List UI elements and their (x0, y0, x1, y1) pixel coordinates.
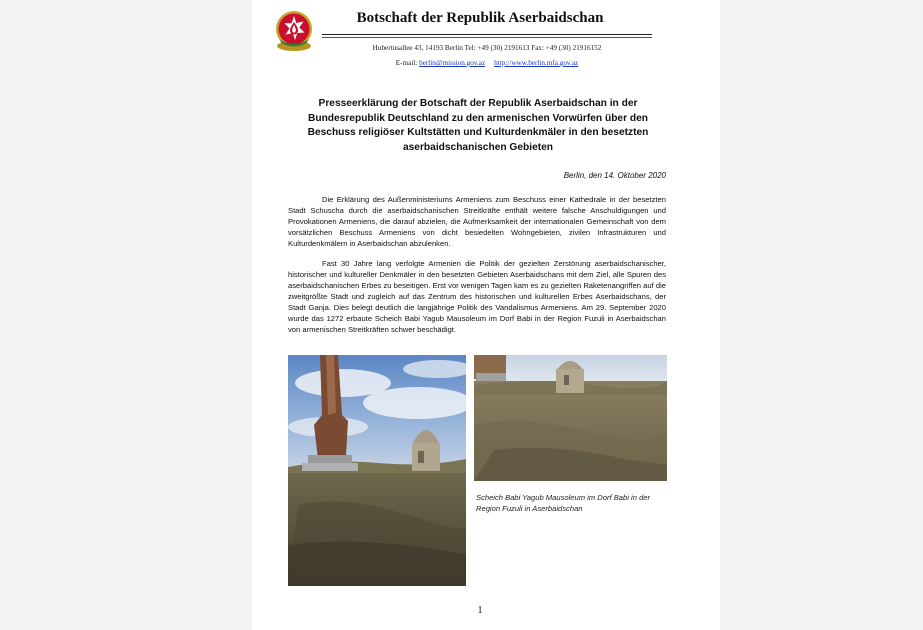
paragraph-2: Fast 30 Jahre lang verfolgte Armenien die Politik der gezielten Zerstörung aserbaidschanischer, historischer und kultureller Denkmäler in den besetzten Gebieten Aserbaidschans mit dem Ziel, alle Spuren des aserbaidschanischen Erbes zu beseitigen. Erst vor wenigen Tagen kam es zu gezielten Raketenangriffen auf die zweitgrößte Stadt und zugleich auf das Zentrum des historischen und kulturellen Erbes Aserbaidschans, der Stadt Ganja. Dies belegt deutlich die langjährige Politik des Vandalismus Armeniens. Am 29. September 2020 wurde das 1272 erbaute Scheich Babi Yagub Mausoleum im Dorf Babi in der Region Fuzuli in Aserbaidschan von armenischen Streitkräften schwer beschädigt. (288, 259, 666, 334)
embassy-address: Hubertusallee 43, 14193 Berlin Tel: +49 (30) 2191613 Fax: +49 (30) 21916152 (372, 44, 602, 52)
document-date: Berlin, den 14. Oktober 2020 (563, 171, 666, 180)
press-release-title: Presseerklärung der Botschaft der Republik Aserbaidschan in der Bundesrepublik Deutschland zu den armenischen Vorwürfen über den Beschuss religiöser Kultstätten und Kulturdenkmäler in den besetzten aserbaidschanischen Gebieten (307, 98, 649, 153)
azerbaijan-emblem-icon (274, 10, 314, 52)
letterhead-divider (322, 34, 652, 35)
mausoleum-photo-right (474, 355, 667, 481)
mausoleum-photo-left (288, 355, 466, 586)
embassy-title: Botschaft der Republik Aserbaidschan (356, 10, 604, 26)
page-number: 1 (477, 605, 483, 616)
paragraph-1: Die Erklärung des Außenministeriums Armeniens zum Beschuss einer Kathedrale in der besetzten Stadt Schuscha durch die aserbaidschanischen Streitkräfte enthält weitere falsche Anschuldigungen und Provokationen Armeniens, die darauf abzielen, die Aufmerksamkeit der internationalen Gemeinschaft von dem vorsätzlichen Beschuss Armeniens von dicht besiedelten Wohngebieten, zivilen Infrastrukturen und Kulturdenkmälern in Aserbaidschan abzulenken. (288, 195, 666, 248)
website-link[interactable]: http://www.berlin.mfa.gov.az (494, 59, 579, 67)
email-link[interactable]: berlin@mission.gov.az (419, 59, 486, 67)
photo-caption: Scheich Babi Yagub Mausoleum im Dorf Babi in der Region Fuzuli in Aserbaidschan (476, 493, 651, 513)
email-label: E-mail: (395, 59, 418, 67)
letterhead-divider-thin (322, 37, 652, 38)
embassy-contact (322, 59, 652, 67)
